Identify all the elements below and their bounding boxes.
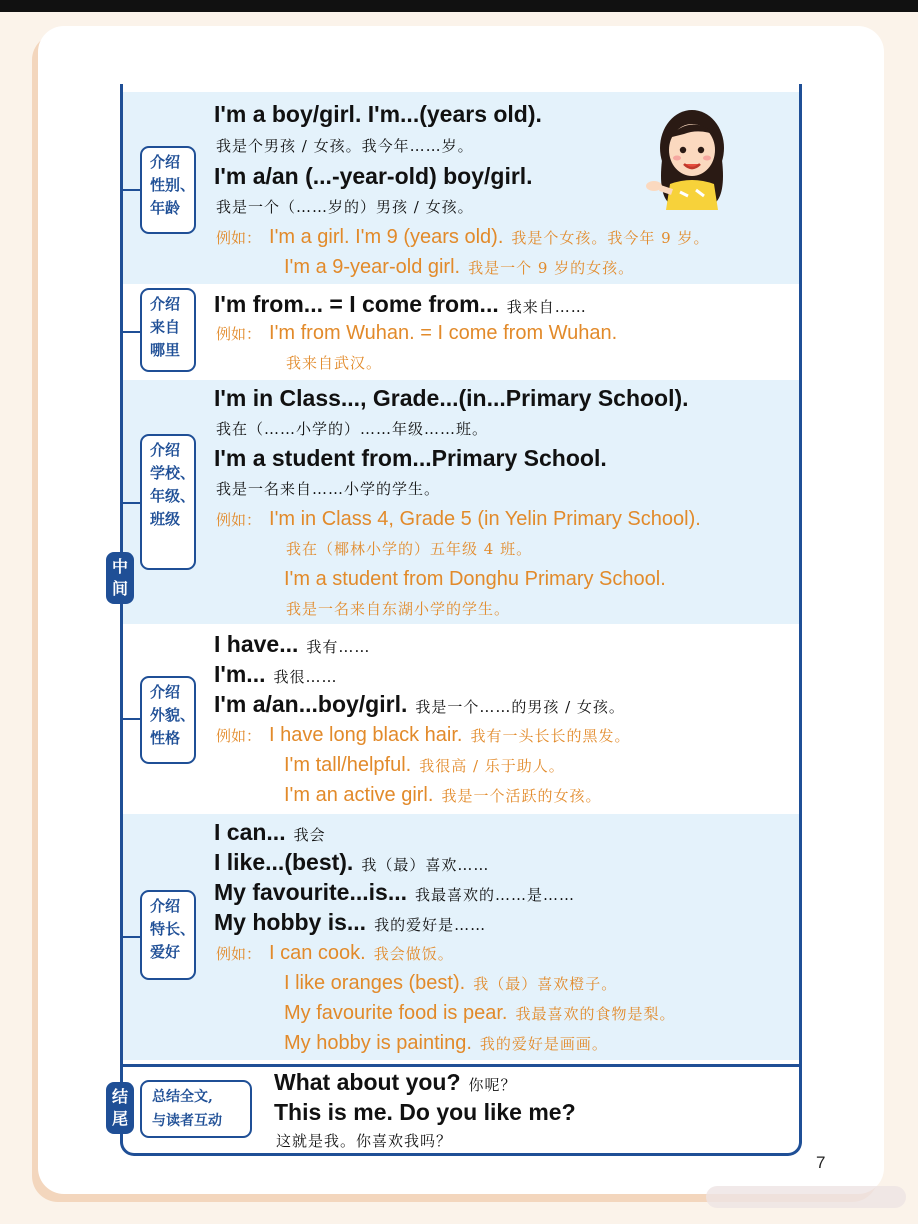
example-line xyxy=(216,224,709,250)
connector-line xyxy=(123,502,141,504)
category-ending: 总结全文, 与读者互动 xyxy=(140,1080,252,1138)
example-line xyxy=(216,320,617,346)
translation-line: 我是个男孩 / 女孩。我今年……岁。 xyxy=(216,137,474,155)
example-label: 例如： xyxy=(216,229,262,247)
pattern-en: I'm a/an...boy/girl. xyxy=(214,691,408,717)
pattern-en: I'm... xyxy=(214,661,266,687)
example-cn: 我有一头长长的黑发。 xyxy=(470,727,631,745)
pattern-en: My hobby is... xyxy=(214,909,367,935)
example-label: 例如： xyxy=(216,325,262,343)
translation-line: 我是一名来自……小学的学生。 xyxy=(216,480,441,498)
example-cn: 我的爱好是画画。 xyxy=(479,1035,608,1053)
example-line xyxy=(216,940,454,966)
ending-line xyxy=(274,1068,517,1096)
pattern-en: I have... xyxy=(214,631,299,657)
pattern-cn: 我是一个……的男孩 / 女孩。 xyxy=(415,698,625,716)
pattern-cn: 我（最）喜欢…… xyxy=(361,856,490,874)
example-en: I'm tall/helpful. xyxy=(284,754,412,776)
stage-tag-middle: 中 间 xyxy=(106,552,134,604)
pattern-line xyxy=(214,690,625,718)
translation-line: 我是一个（……岁的）男孩 / 女孩。 xyxy=(216,198,474,216)
example-cn: 我最喜欢的食物是梨。 xyxy=(515,1005,676,1023)
pattern-line: I'm a student from...Primary School. xyxy=(214,445,607,471)
example-line xyxy=(216,506,701,532)
girl-illustration xyxy=(640,100,740,210)
example-cn: 我是一名来自东湖小学的学生。 xyxy=(286,600,511,618)
example-en: I'm a girl. I'm 9 (years old). xyxy=(269,226,504,248)
example-cn: 我会做饭。 xyxy=(373,945,454,963)
category-gender-age: 介绍 性别、 年龄 xyxy=(140,146,196,234)
example-cn: 我是一个 9 岁的女孩。 xyxy=(468,259,635,277)
category-school: 介绍 学校、 年级、 班级 xyxy=(140,434,196,570)
example-label: 例如： xyxy=(216,511,262,529)
pattern-line: I'm a/an (...-year-old) boy/girl. xyxy=(214,163,533,189)
example-en: I'm from Wuhan. = I come from Wuhan. xyxy=(269,322,618,344)
example-line xyxy=(284,752,565,778)
example-cn: 我很高 / 乐于助人。 xyxy=(419,757,565,775)
pattern-cn: 我来自…… xyxy=(506,298,587,316)
example-cn: 我来自武汉。 xyxy=(286,354,383,372)
pattern-en: I can... xyxy=(214,819,286,845)
ending-cn: 这就是我。你喜欢我吗？ xyxy=(276,1132,453,1150)
example-line xyxy=(284,782,601,808)
example-en: I can cook. xyxy=(269,942,366,964)
example-en: I'm a student from Donghu Primary School. xyxy=(284,568,666,590)
stage-tag-end: 结 尾 xyxy=(106,1082,134,1134)
category-origin: 介绍 来自 哪里 xyxy=(140,288,196,372)
pattern-line xyxy=(214,660,338,688)
pattern-line xyxy=(214,818,326,846)
example-en: I'm a 9-year-old girl. xyxy=(284,256,461,278)
example-line xyxy=(284,970,617,996)
example-en: I'm an active girl. xyxy=(284,784,434,806)
top-status-bar xyxy=(0,0,918,12)
example-cn: 我在（椰林小学的）五年级 4 班。 xyxy=(286,540,533,558)
ending-en: What about you? xyxy=(274,1069,461,1095)
example-cn: 我是一个活跃的女孩。 xyxy=(441,787,602,805)
example-line xyxy=(284,1030,608,1056)
pattern-cn: 我很…… xyxy=(273,668,338,686)
example-line xyxy=(216,722,631,748)
pattern-line xyxy=(214,630,370,658)
example-en: I like oranges (best). xyxy=(284,972,466,994)
ending-en: This is me. Do you like me? xyxy=(274,1099,576,1125)
example-label: 例如： xyxy=(216,945,262,963)
example-en: I'm in Class 4, Grade 5 (in Yelin Primary School). xyxy=(269,508,701,530)
example-cn: 我（最）喜欢橙子。 xyxy=(473,975,618,993)
pattern-line xyxy=(214,848,489,876)
connector-line xyxy=(123,189,141,191)
ending-cn: 你呢？ xyxy=(468,1076,517,1094)
pattern-cn: 我最喜欢的……是…… xyxy=(415,886,576,904)
category-hobbies: 介绍 特长、 爱好 xyxy=(140,890,196,980)
example-line xyxy=(284,1000,675,1026)
pattern-en: I'm from... = I come from... xyxy=(214,291,499,317)
pattern-line xyxy=(214,908,486,936)
pattern-cn: 我有…… xyxy=(306,638,371,656)
pattern-cn: 我的爱好是…… xyxy=(374,916,487,934)
blurred-watermark xyxy=(706,1186,906,1208)
pattern-line: I'm in Class..., Grade...(in...Primary School). xyxy=(214,385,689,411)
pattern-en: My favourite...is... xyxy=(214,879,407,905)
translation-line: 我在（……小学的）……年级……班。 xyxy=(216,420,489,438)
connector-line xyxy=(123,936,141,938)
category-appearance: 介绍 外貌、 性格 xyxy=(140,676,196,764)
pattern-cn: 我会 xyxy=(293,826,326,844)
example-label: 例如： xyxy=(216,727,262,745)
example-en: My hobby is painting. xyxy=(284,1032,472,1054)
pattern-line: I'm a boy/girl. I'm...(years old). xyxy=(214,101,542,127)
pattern-line xyxy=(214,878,575,906)
example-en: My favourite food is pear. xyxy=(284,1002,508,1024)
pattern-line xyxy=(214,290,587,318)
page-number: 7 xyxy=(816,1153,826,1172)
example-en: I have long black hair. xyxy=(269,724,463,746)
example-cn: 我是个女孩。我今年 9 岁。 xyxy=(511,229,710,247)
pattern-en: I like...(best). xyxy=(214,849,354,875)
connector-line xyxy=(123,331,141,333)
example-line xyxy=(284,254,634,280)
connector-line xyxy=(123,718,141,720)
